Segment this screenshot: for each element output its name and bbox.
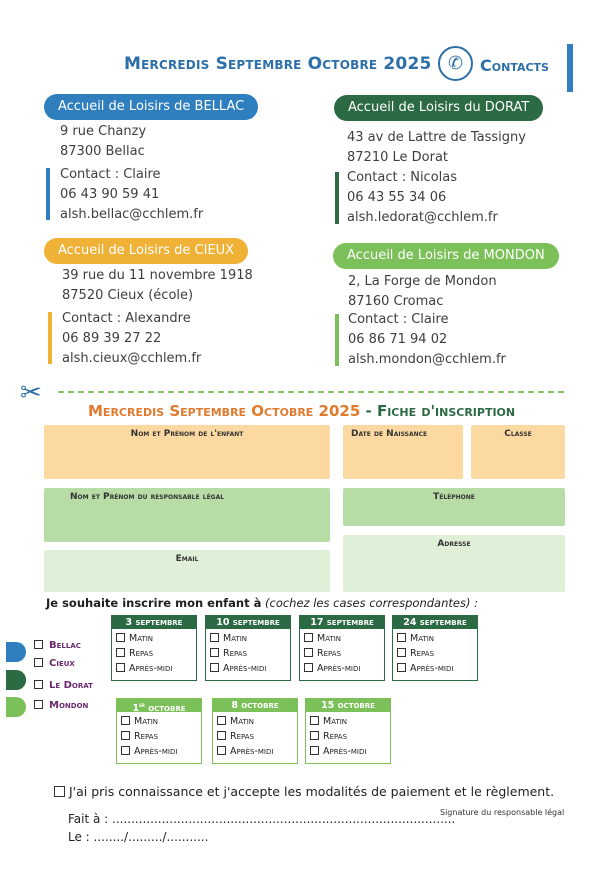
option-label: Matin	[317, 633, 342, 644]
centre-dorat-contact: Contact : Nicolas	[347, 170, 458, 185]
date-header	[117, 699, 201, 715]
date-field[interactable]: Le : ......../........./...........	[68, 830, 209, 844]
option-label: Après-midi	[129, 663, 173, 674]
place-cieux-checkbox[interactable]	[34, 658, 43, 667]
child-name-label: Nom et Prénom de l'enfant	[130, 429, 244, 439]
option-label: Repas	[317, 648, 342, 659]
option-matin[interactable]	[306, 714, 390, 729]
checkbox[interactable]	[121, 716, 130, 725]
centre-cieux-phone: 06 89 39 27 22	[62, 331, 162, 346]
date-3-septembre	[111, 615, 197, 681]
centre-mondon-phone: 06 86 71 94 02	[348, 332, 448, 347]
place-mondon-marker	[6, 697, 26, 717]
place-bellac-marker	[6, 642, 26, 662]
class-label: Classe	[504, 429, 532, 439]
option-label: Repas	[134, 731, 159, 742]
option-apres-midi[interactable]	[117, 744, 201, 759]
guardian-name-label: Nom et Prénom du responsable légal	[70, 492, 225, 502]
option-label: Repas	[230, 731, 255, 742]
child-name-field[interactable]	[44, 425, 330, 479]
email-field[interactable]	[44, 550, 330, 592]
accept-terms[interactable]	[54, 784, 554, 799]
option-label: Après-midi	[134, 746, 178, 757]
option-repas[interactable]	[213, 729, 297, 744]
centre-bellac-street: 9 rue Chanzy	[60, 124, 147, 139]
centre-cieux-email: alsh.cieux@cchlem.fr	[62, 351, 202, 366]
phone-icon: ✆	[438, 46, 473, 81]
contacts-title: Contacts	[480, 56, 549, 75]
option-apres-midi[interactable]	[393, 661, 477, 676]
place-dorat-marker	[6, 670, 26, 690]
checkbox[interactable]	[304, 648, 313, 657]
checkbox[interactable]	[310, 731, 319, 740]
enrol-instruction-main: Je souhaite inscrire mon enfant à	[46, 596, 262, 610]
date-suffix: er	[139, 702, 145, 709]
checkbox[interactable]	[210, 633, 219, 642]
place-mondon[interactable]	[34, 700, 88, 711]
centre-mondon-bar	[335, 314, 339, 366]
option-apres-midi[interactable]	[306, 744, 390, 759]
phone-field[interactable]	[343, 488, 565, 526]
date-10-septembre	[205, 615, 291, 681]
date-header	[213, 699, 297, 712]
birth-date-field[interactable]	[343, 425, 463, 479]
centre-bellac-name: Accueil de Loisirs de BELLAC	[44, 94, 258, 120]
page-title: Mercredis Septembre Octobre 2025	[124, 54, 432, 74]
place-mondon-label: Mondon	[49, 700, 89, 711]
checkbox[interactable]	[310, 716, 319, 725]
date-17-septembre	[299, 615, 385, 681]
form-title	[88, 402, 515, 420]
checkbox[interactable]	[310, 746, 319, 755]
centre-mondon-city: 87160 Cromac	[348, 294, 444, 309]
place-dorat[interactable]	[34, 680, 93, 691]
option-matin[interactable]	[117, 714, 201, 729]
centre-bellac-contact-block	[60, 165, 203, 225]
centre-cieux-bar	[48, 312, 52, 364]
address-field[interactable]	[343, 535, 565, 592]
place-cieux[interactable]	[34, 658, 75, 669]
option-label: Repas	[223, 648, 248, 659]
centre-mondon-name: Accueil de Loisirs de MONDON	[333, 243, 559, 269]
option-label: Après-midi	[230, 746, 274, 757]
option-label: Matin	[134, 716, 159, 727]
checkbox[interactable]	[116, 633, 125, 642]
date-day: 1	[132, 703, 140, 715]
checkbox[interactable]	[217, 746, 226, 755]
option-repas[interactable]	[393, 646, 477, 661]
option-label: Après-midi	[223, 663, 267, 674]
checkbox[interactable]	[210, 648, 219, 657]
checkbox[interactable]	[116, 663, 125, 672]
centre-dorat-street: 43 av de Lattre de Tassigny	[347, 130, 526, 145]
header-accent-bar	[567, 44, 573, 92]
place-cieux-label: Cieux	[49, 658, 75, 669]
centre-bellac-city: 87300 Bellac	[60, 144, 145, 159]
centre-cieux-city: 87520 Cieux (école)	[62, 288, 194, 303]
checkbox[interactable]	[121, 746, 130, 755]
address-label: Adresse	[437, 539, 471, 549]
date-header: 10 septembre	[206, 616, 290, 629]
centre-bellac-contact: Contact : Claire	[60, 167, 161, 182]
form-title-dates: Mercredis Septembre Octobre 2025	[88, 402, 361, 420]
option-repas[interactable]	[206, 646, 290, 661]
centre-cieux-name: Accueil de Loisirs de CIEUX	[44, 238, 248, 264]
option-repas[interactable]	[306, 729, 390, 744]
accept-label: J'ai pris connaissance et j'accepte les modalités de paiement et le règlement.	[69, 784, 555, 799]
centre-dorat-contact-block	[347, 168, 498, 228]
email-label: Email	[175, 554, 199, 564]
birth-date-label: Date de Naissance	[351, 429, 428, 439]
centre-mondon-address	[348, 272, 497, 312]
option-label: Matin	[223, 633, 248, 644]
date-15-octobre	[305, 698, 391, 764]
form-title-label: - Fiche d'inscription	[360, 402, 516, 420]
option-matin[interactable]	[112, 631, 196, 646]
enrol-instruction-hint: (cochez les cases correspondantes) :	[261, 596, 478, 610]
cut-line	[58, 391, 564, 393]
centre-mondon-contact-block	[348, 310, 506, 370]
accept-checkbox[interactable]	[54, 786, 65, 797]
centre-bellac-phone: 06 43 90 59 41	[60, 187, 160, 202]
date-header: 3 septembre	[112, 616, 196, 629]
centre-dorat-name: Accueil de Loisirs du DORAT	[334, 95, 543, 121]
centre-cieux-street: 39 rue du 11 novembre 1918	[62, 268, 253, 283]
centre-mondon-email: alsh.mondon@cchlem.fr	[348, 352, 506, 367]
date-header: 17 septembre	[300, 616, 384, 629]
place-mondon-checkbox[interactable]	[34, 700, 43, 709]
place-bellac-checkbox[interactable]	[34, 640, 43, 649]
centre-dorat-address	[347, 128, 526, 168]
date-month: octobre	[334, 700, 375, 711]
option-matin[interactable]	[300, 631, 384, 646]
option-label: Après-midi	[410, 663, 454, 674]
checkbox[interactable]	[116, 648, 125, 657]
centre-cieux-address	[62, 266, 253, 306]
option-label: Repas	[129, 648, 154, 659]
checkbox[interactable]	[397, 633, 406, 642]
date-day: 15	[321, 700, 335, 711]
option-label: Après-midi	[323, 746, 367, 757]
centre-bellac-email: alsh.bellac@cchlem.fr	[60, 207, 204, 222]
checkbox[interactable]	[217, 716, 226, 725]
class-field[interactable]	[471, 425, 565, 479]
option-apres-midi[interactable]	[213, 744, 297, 759]
option-apres-midi[interactable]	[300, 661, 384, 676]
centre-dorat-phone: 06 43 55 34 06	[347, 190, 447, 205]
date-month: octobre	[144, 703, 186, 715]
checkbox[interactable]	[210, 663, 219, 672]
centre-bellac-bar	[46, 168, 50, 220]
option-label: Matin	[410, 633, 435, 644]
place-dorat-checkbox[interactable]	[34, 680, 43, 689]
checkbox[interactable]	[304, 663, 313, 672]
option-label: Après-midi	[317, 663, 361, 674]
date-day: 8	[231, 700, 238, 711]
enrol-instruction	[46, 596, 478, 610]
date-header	[306, 699, 390, 712]
option-matin[interactable]	[213, 714, 297, 729]
option-repas[interactable]	[117, 729, 201, 744]
place-bellac-label: Bellac	[49, 640, 81, 651]
checkbox[interactable]	[217, 731, 226, 740]
option-matin[interactable]	[393, 631, 477, 646]
centre-dorat-email: alsh.ledorat@cchlem.fr	[347, 210, 498, 225]
place-dorat-label: Le Dorat	[49, 680, 93, 691]
option-matin[interactable]	[206, 631, 290, 646]
option-apres-midi[interactable]	[206, 661, 290, 676]
checkbox[interactable]	[304, 633, 313, 642]
fait-a-field[interactable]: Fait à : ..........................................................................................	[68, 812, 456, 826]
centre-cieux-contact: Contact : Alexandre	[62, 311, 191, 326]
scissors-icon: ✂	[20, 378, 42, 408]
date-8-octobre	[212, 698, 298, 764]
centre-mondon-contact: Contact : Claire	[348, 312, 449, 327]
option-label: Matin	[230, 716, 255, 727]
signature-label: Signature du responsable légal	[440, 808, 565, 817]
guardian-name-field[interactable]	[44, 488, 330, 542]
checkbox[interactable]	[397, 663, 406, 672]
option-apres-midi[interactable]	[112, 661, 196, 676]
option-repas[interactable]	[112, 646, 196, 661]
centre-dorat-city: 87210 Le Dorat	[347, 150, 449, 165]
date-header: 24 septembre	[393, 616, 477, 629]
option-repas[interactable]	[300, 646, 384, 661]
option-label: Matin	[129, 633, 154, 644]
phone-label: Téléphone	[433, 492, 475, 502]
centre-mondon-street: 2, La Forge de Mondon	[348, 274, 497, 289]
centre-dorat-bar	[335, 172, 339, 224]
option-label: Matin	[323, 716, 348, 727]
checkbox[interactable]	[397, 648, 406, 657]
date-24-septembre	[392, 615, 478, 681]
centre-cieux-contact-block	[62, 309, 201, 369]
option-label: Repas	[410, 648, 435, 659]
centre-bellac-address	[60, 122, 146, 162]
date-month: octobre	[237, 700, 279, 711]
place-bellac[interactable]	[34, 640, 81, 651]
date-1-octobre	[116, 698, 202, 764]
checkbox[interactable]	[121, 731, 130, 740]
option-label: Repas	[323, 731, 348, 742]
